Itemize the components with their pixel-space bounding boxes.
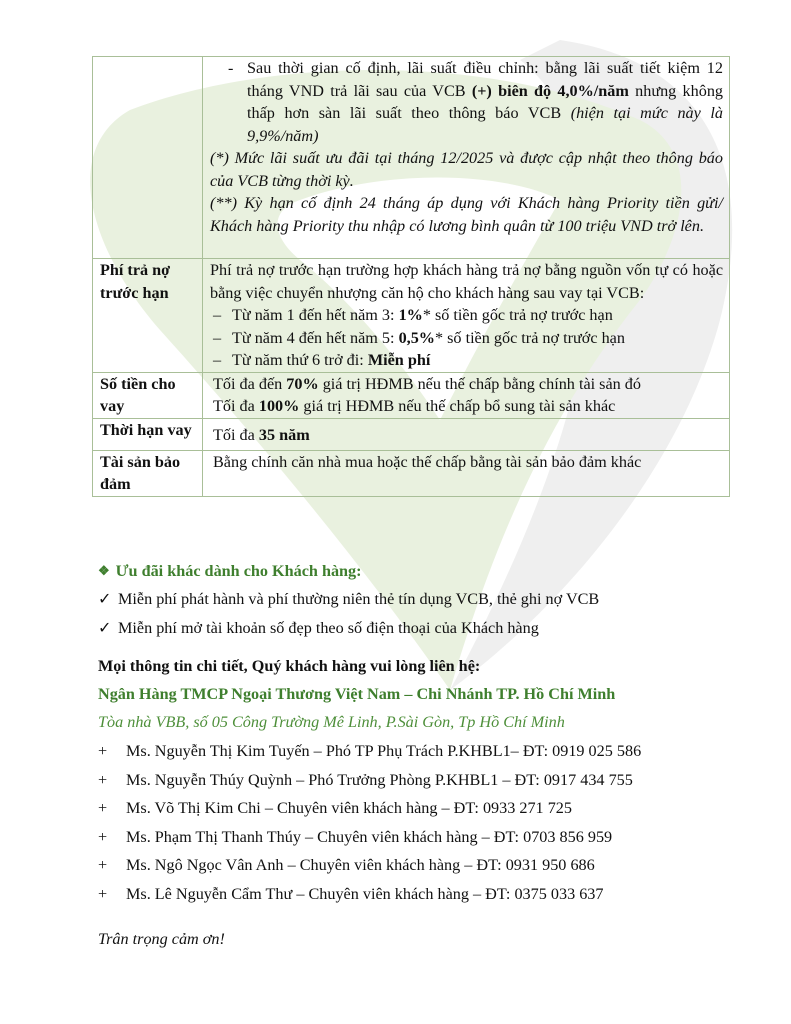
contact-person-text: Ms. Lê Nguyễn Cẩm Thư – Chuyên viên khách hàng – ĐT: 0375 033 637 [126,884,604,903]
item-text: * số tiền gốc trả nợ trước hạn [434,328,625,347]
contact-person [98,826,738,855]
row-value [203,372,730,418]
row-label: Số tiền cho vay [93,372,203,418]
table-row [93,57,730,259]
line-text: giá trị HĐMB nếu thế chấp bổ sung tài sản khác [299,397,616,415]
item-rate: 1% [398,306,423,324]
prepayment-item [210,327,723,350]
contact-person [98,769,738,798]
row-label: Phí trả nợ trước hạn [93,259,203,373]
note-2: (**) Kỳ hạn cố định 24 tháng áp dụng với Khách hàng Priority tiền gửi/ Khách hàng Priority thu nhập có lương bình quân từ 100 triệu VND trở lên. [210,194,723,235]
contact-person [98,740,738,769]
prepayment-intro: Phí trả nợ trước hạn trường hợp khách hàng trả nợ bằng nguồn vốn tự có hoặc bằng việc chuyển nhượng căn hộ cho khách hàng sau vay tại VCB: [210,261,723,302]
item-rate: 0,5% [398,328,435,347]
row-value: Bằng chính căn nhà mua hoặc thế chấp bằng tài sản bảo đảm khác [203,450,730,496]
prepayment-item [210,304,723,327]
line-percent: 70% [286,374,319,393]
table-row [93,418,730,450]
line-percent: 100% [258,397,300,415]
table-row [93,450,730,496]
item-text: Từ năm 4 đến hết năm 5: [232,328,399,347]
item-text: Từ năm 1 đến hết năm 3: [232,306,399,324]
offer-text: Miễn phí mở tài khoản số đẹp theo số điện thoại của Khách hàng [118,619,539,637]
contact-person [98,883,738,912]
contact-heading: Mọi thông tin chi tiết, Quý khách hàng vui lòng liên hệ: [98,657,481,675]
term-value: 35 năm [258,425,310,444]
bank-address: Tòa nhà VBB, số 05 Công Trường Mê Linh, P.Sài Gòn, Tp Hồ Chí Minh [98,713,565,731]
offer-text: Miễn phí phát hành và phí thường niên thẻ tín dụng VCB, thẻ ghi nợ VCB [118,590,600,608]
adjusted-rate-current: (hiện tại mức này là 9,9%/năm) [247,104,723,145]
contact-person-text: Ms. Nguyễn Thị Kim Tuyến – Phó TP Phụ Trách P.KHBL1– ĐT: 0919 025 586 [126,742,642,760]
loan-amount-line [213,395,723,418]
dash-marker: – [213,306,222,324]
line-text: Tối đa [213,397,259,415]
other-offers-section [98,560,599,646]
bank-name: Ngân Hàng TMCP Ngoại Thương Việt Nam – Chi Nhánh TP. Hồ Chí Minh [98,685,616,703]
contact-person-text: Ms. Nguyễn Thúy Quỳnh – Phó Trưởng Phòng P.KHBL1 – ĐT: 0917 434 755 [126,770,633,789]
row-label [93,57,203,259]
item-rate: Miễn phí [367,351,431,369]
row-value [203,259,730,373]
plus-bullet-icon: + [98,884,108,903]
table-row [93,259,730,373]
term-text: Tối đa [213,425,259,444]
checkmark-icon: ✓ [98,590,112,608]
dash-marker: - [228,59,234,77]
adjusted-rate-margin: (+) biên độ 4,0%/năm [471,81,629,100]
item-text: Từ năm thứ 6 trở đi: [232,351,368,369]
other-offers-title [98,560,599,588]
item-text: * số tiền gốc trả nợ trước hạn [422,306,613,324]
contact-section [98,655,738,950]
plus-bullet-icon: + [98,799,108,818]
contact-person [98,854,738,883]
other-offers-title-text: Ưu đãi khác dành cho Khách hàng: [115,562,362,580]
contact-person-text: Ms. Võ Thị Kim Chi – Chuyên viên khách hàng – ĐT: 0933 271 725 [126,799,572,818]
note-1: (*) Mức lãi suất ưu đãi tại tháng 12/2025 và được cập nhật theo thông báo của VCB từng thời kỳ. [210,149,723,190]
plus-bullet-icon: + [98,827,108,846]
line-text: giá trị HĐMB nếu thế chấp bằng chính tài sản đó [318,374,641,393]
row-value [203,57,730,259]
loan-amount-line [213,373,723,396]
plus-bullet-icon: + [98,770,108,789]
line-text: Tối đa đến [213,374,287,393]
offer-item [98,617,599,646]
dash-marker: – [213,328,222,347]
plus-bullet-icon: + [98,856,108,875]
row-label: Thời hạn vay [93,418,203,450]
adjusted-rate-item [210,57,723,147]
adjusted-rate-text: Sau thời gian cố định, lãi suất điều chỉnh: bằng lãi suất tiết kiệm 12 tháng VND trả lãi sau của VCB [247,59,723,100]
plus-bullet-icon: + [98,742,108,760]
contact-person [98,797,738,826]
prepayment-item [210,349,723,372]
adjusted-rate-floor: nhưng không thấp hơn sàn lãi suất theo thông báo VCB [247,81,724,122]
contact-person-text: Ms. Ngô Ngọc Vân Anh – Chuyên viên khách hàng – ĐT: 0931 950 686 [126,856,595,875]
offer-item [98,588,599,617]
row-value [203,418,730,450]
diamond-bullet-icon: ❖ [98,563,110,578]
closing-text: Trân trọng cảm ơn! [98,929,225,948]
contact-person-text: Ms. Phạm Thị Thanh Thúy – Chuyên viên khách hàng – ĐT: 0703 856 959 [126,827,613,846]
dash-marker: – [213,351,222,369]
loan-terms-table [92,56,730,497]
row-label: Tài sản bảo đảm [93,450,203,496]
checkmark-icon: ✓ [98,619,112,637]
table-row [93,372,730,418]
